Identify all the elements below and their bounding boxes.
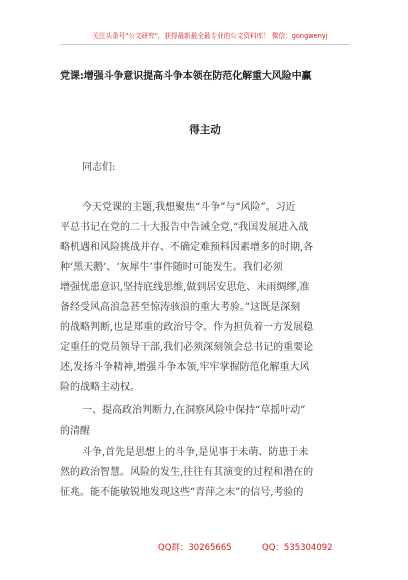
- footer-qq-group: QQ群：30265665: [158, 543, 232, 553]
- paragraph-line: 备经受风高浪急甚至惊涛骇浪的重大考验。”这既是深刻: [60, 302, 301, 313]
- paragraph-line: 定重任的党员领导干部,我们必须深刻领会总书记的重要论: [60, 342, 314, 353]
- paragraph-line: 斗争,首先是思想上的斗争,是见事于未萌、防患于未: [82, 447, 309, 458]
- header-banner: 关注头条号"公文研究"，获得最新最全最专业的公文资料库！ 微信：gongwenyj: [92, 32, 328, 40]
- paragraph-line: 平总书记在党的二十大报告中告诫全党,“我国发展进入战: [60, 222, 309, 233]
- paragraph-line: 略机遇和风险挑战并存、不确定难预料因素增多的时期,各: [60, 242, 314, 253]
- paragraph-line: 险的战略主动权。: [60, 382, 140, 393]
- section-heading: 一、提高政治判断力,在洞察风险中保持“草摇叶动”: [82, 405, 306, 416]
- salutation: 同志们:: [82, 162, 116, 173]
- paragraph-line: 今天党课的主题,我想聚焦“斗争”与“风险”。习近: [82, 202, 296, 213]
- paragraph-line: 增强忧患意识,坚持底线思维,做到居安思危、未雨绸缪,准: [60, 282, 310, 293]
- paragraph-line: 种‘黑天鹅’、‘灰犀牛’事件随时可能发生。我们必须: [60, 262, 283, 273]
- section-heading: 的清醒: [60, 426, 90, 437]
- header-divider: [60, 44, 350, 45]
- paragraph-line: 然的政治智慧。风险的发生,往往有其演变的过程和潜在的: [60, 467, 314, 478]
- footer: [0, 541, 408, 555]
- document-title-line-1: 党课:增强斗争意识提高斗争本领在防范化解重大风险中赢: [60, 71, 312, 82]
- paragraph-line: 的战略判断,也是郑重的政治号令。作为担负着一方发展稳: [60, 322, 314, 333]
- footer-qq: QQ：535304092: [262, 543, 333, 553]
- paragraph-line: 征兆。能不能敏锐地发现这些“青萍之末”的信号,考验的: [60, 487, 304, 498]
- paragraph-line: 述,发扬斗争精神,增强斗争本领,牢牢掌握防范化解重大风: [60, 362, 310, 373]
- document-title-line-2: 得主动: [189, 124, 221, 136]
